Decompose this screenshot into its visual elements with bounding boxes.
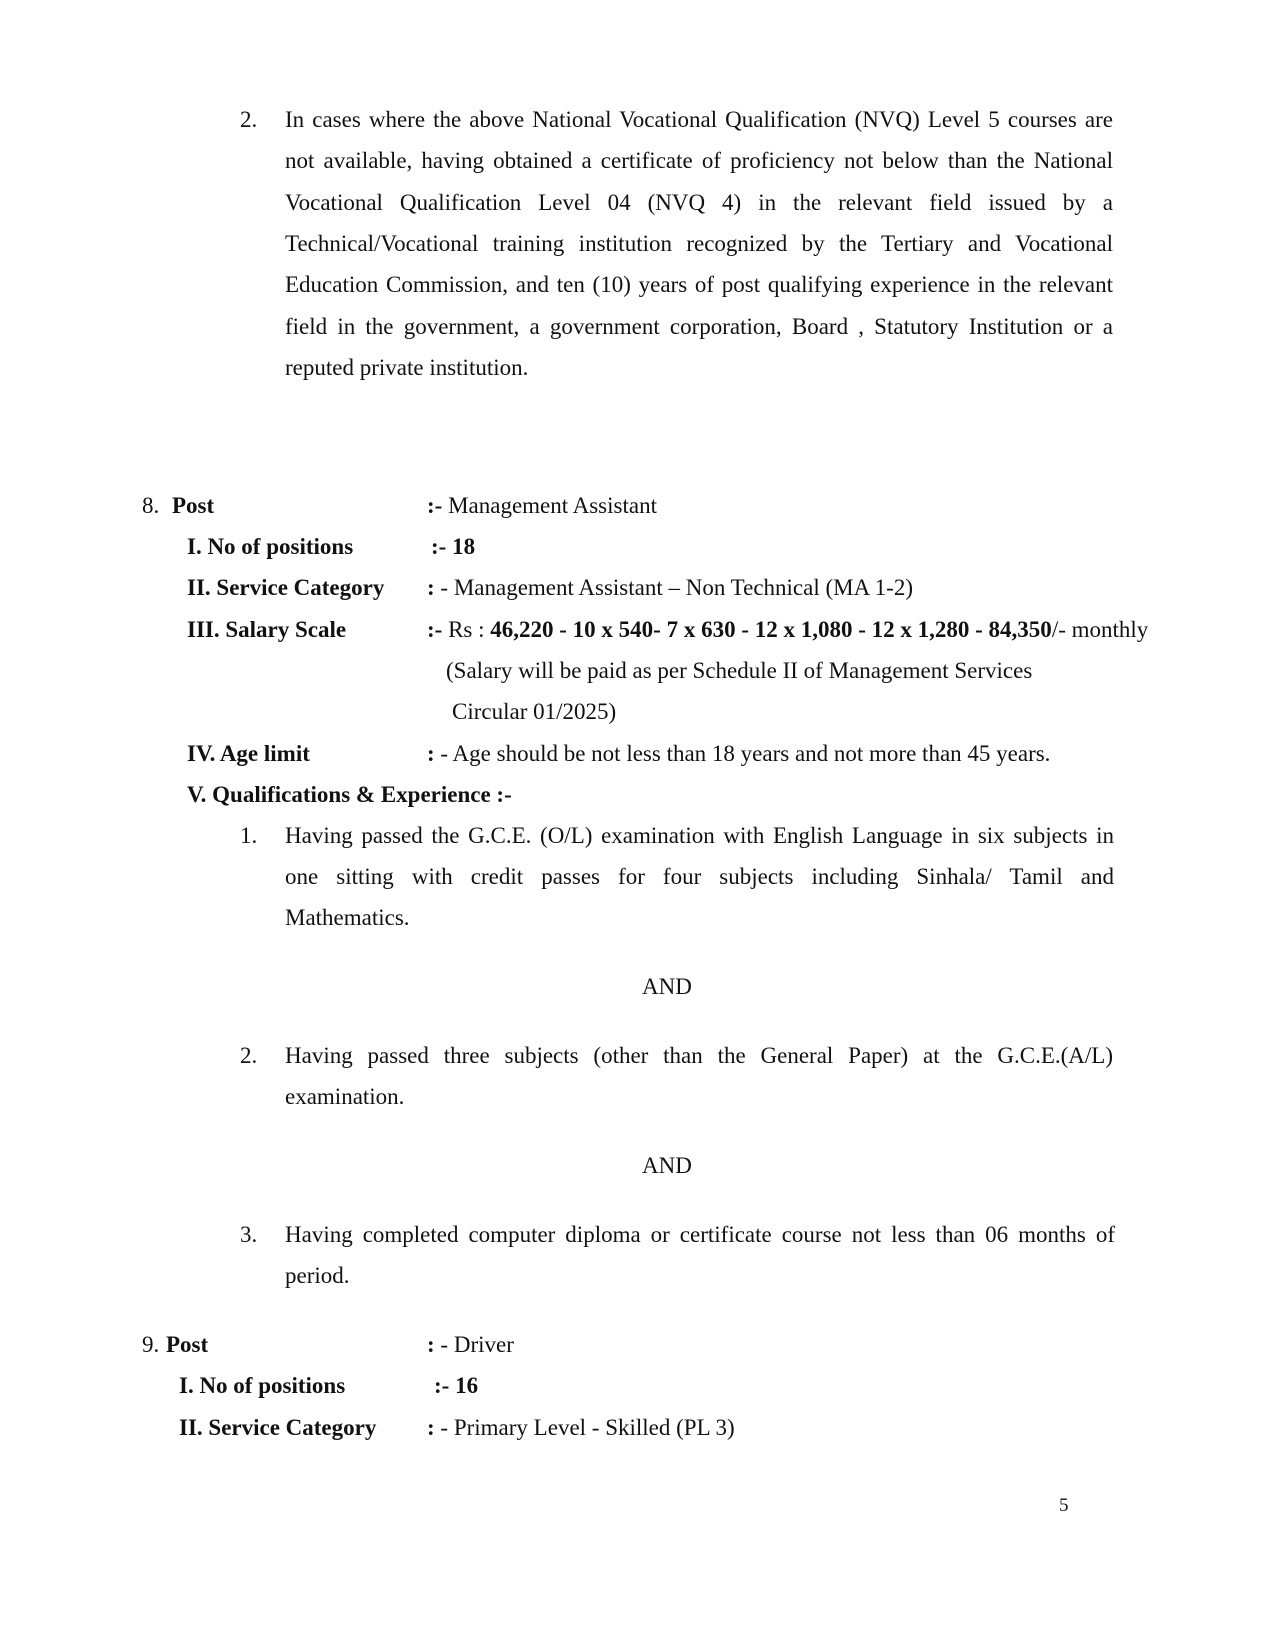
post-value: : - Driver — [427, 1332, 514, 1357]
and-separator: AND — [642, 974, 692, 999]
and-separator: AND — [642, 1153, 692, 1178]
page-number: 5 — [1059, 1495, 1069, 1516]
list-number: 1. — [240, 823, 258, 848]
paragraph-line: one sitting with credit passes for four subjects including Sinhala/ Tamil and — [285, 864, 1114, 889]
service-category-label: II. Service Category — [187, 575, 385, 600]
post-label: Post — [172, 493, 215, 518]
salary-note: (Salary will be paid as per Schedule II of Management Services — [446, 658, 1033, 683]
service-category-value: : - Management Assistant – Non Technical (MA 1-2) — [427, 575, 913, 600]
positions-value: :- 18 — [431, 534, 476, 559]
paragraph-line: Education Commission, and ten (10) years of post qualifying experience in the relevant — [285, 272, 1113, 297]
service-category-value: : - Primary Level - Skilled (PL 3) — [427, 1415, 735, 1440]
positions-label: I. No of positions — [179, 1373, 346, 1398]
age-limit-value: : - Age should be not less than 18 years and not more than 45 years. — [427, 741, 1051, 766]
post-label: Post — [166, 1332, 209, 1357]
paragraph-line: Vocational Qualification Level 04 (NVQ 4) in the relevant field issued by a — [285, 190, 1113, 215]
paragraph-line: Having completed computer diploma or certificate course not less than 06 months of — [285, 1222, 1115, 1247]
paragraph-line: Technical/Vocational training institution recognized by the Tertiary and Vocational — [285, 231, 1113, 256]
paragraph-line: In cases where the above National Vocational Qualification (NVQ) Level 5 courses are — [285, 107, 1113, 132]
list-number: 2. — [240, 107, 258, 132]
salary-label: III. Salary Scale — [187, 617, 347, 642]
section-number: 9. — [142, 1332, 160, 1357]
paragraph-line: Having passed the G.C.E. (O/L) examination with English Language in six subjects in — [285, 823, 1114, 848]
paragraph-line: Having passed three subjects (other than the General Paper) at the G.C.E.(A/L) — [285, 1043, 1113, 1068]
age-limit-label: IV. Age limit — [187, 741, 310, 766]
positions-label: I. No of positions — [187, 534, 354, 559]
qualifications-heading: V. Qualifications & Experience :- — [187, 782, 512, 807]
paragraph-line: Mathematics. — [285, 905, 410, 930]
paragraph-line: reputed private institution. — [285, 355, 529, 380]
paragraph-line: period. — [285, 1263, 350, 1288]
list-number: 2. — [240, 1043, 258, 1068]
post-value: :- Management Assistant — [427, 493, 657, 518]
paragraph-line: examination. — [285, 1084, 405, 1109]
salary-value: :- Rs : 46,220 - 10 x 540- 7 x 630 - 12 x 1,080 - 12 x 1,280 - 84,350/- monthly — [427, 617, 1149, 642]
paragraph-line: field in the government, a government corporation, Board , Statutory Institution or a — [285, 314, 1113, 339]
paragraph-line: not available, having obtained a certificate of proficiency not below than the National — [285, 148, 1113, 173]
service-category-label: II. Service Category — [179, 1415, 377, 1440]
section-number: 8. — [142, 493, 160, 518]
list-number: 3. — [240, 1222, 258, 1247]
salary-note: Circular 01/2025) — [452, 699, 617, 724]
positions-value: :- 16 — [434, 1373, 479, 1398]
